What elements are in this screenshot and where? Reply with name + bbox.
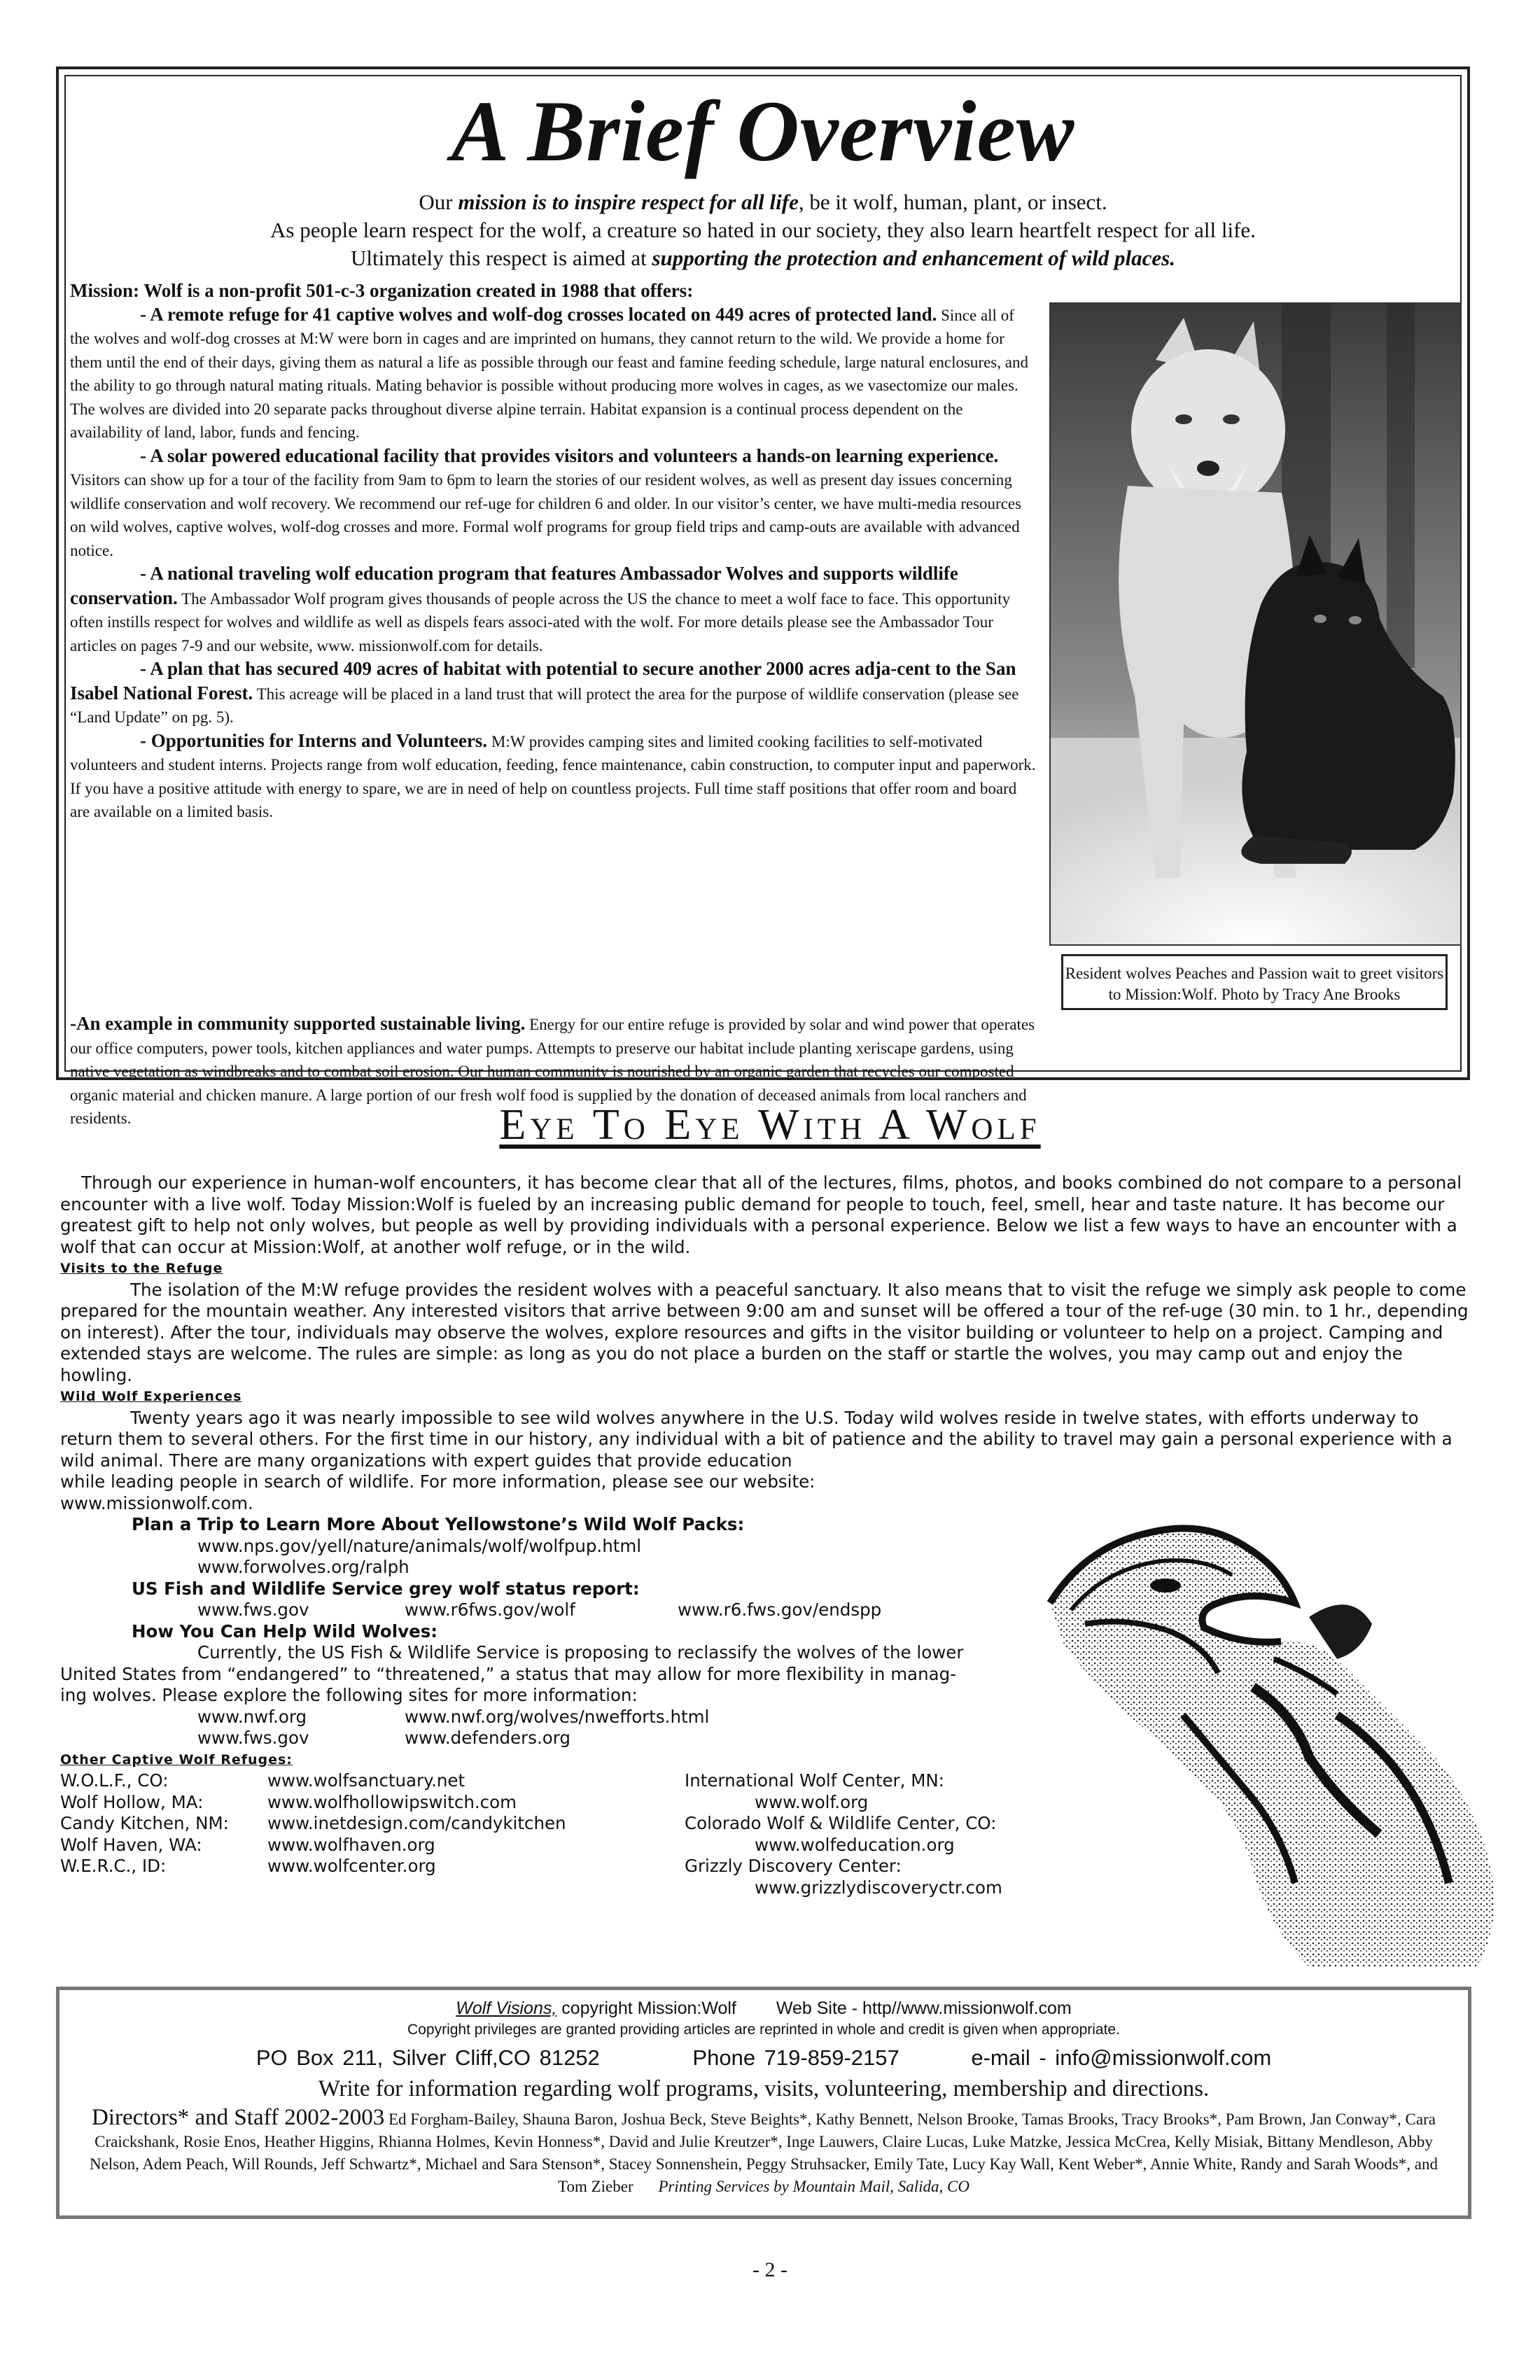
- item3-body: The Ambassador Wolf program gives thousands of people across the US the chance to meet a wolf face to face. This opportunity often instills respect for wolves and wildlife as well as dispels fears associ-ated with the wolf. For more details please see the Ambassador Tour articles on pages 7-9 and our website, www. missionwolf.com for details.: [70, 589, 1011, 654]
- staff-heading: Directors* and Staff 2002-2003: [92, 2105, 385, 2130]
- mission-statement: [66, 188, 1460, 272]
- publication-name: Wolf Visions,: [456, 1998, 557, 2018]
- refuge-name-4: W.E.R.C., ID:: [60, 1856, 167, 1876]
- overview-column: [70, 279, 1036, 824]
- website-text[interactable]: Web Site - http//www.missionwolf.com: [776, 1998, 1072, 2018]
- overview-intro: Mission: Wolf is a non-profit 501-c-3 organization created in 1988 that offers:: [70, 280, 694, 301]
- item1-body: Since all of the wolves and wolf-dog crosses at M:W were born in cages and are imprinted on humans, they cannot return to the wild. We provide a home for them until the end of their days, giving them as natural a life as possible through our feast and famine feeding schedule, large natural enclosures, and the ability to go through natural mating rituals. Mating behavior is possible without producing more wolves in cages, as we vasectomize our males. The wolves are divided into 20 separate packs throughout diverse alpine terrain. Habitat expansion is a continual process dependent on the availability of land, labor, funds and fencing.: [70, 306, 1028, 441]
- item4-body: This acreage will be placed in a land trust that will protect the area for the purpose of wildlife conservation (please see “Land Update” on pg. 5).: [70, 685, 1019, 726]
- item6-body: Energy for our entire refuge is provided by solar and wind power that operates our office computers, power tools, kitchen appliances and water pumps. Attempts to preserve our habitat include planting xeriscape gardens, using native vegetation as windbreaks and to combat soil erosion. Our human community is nourished by an organic garden that recycles our composted organic material and chicken manure. A large portion of our fresh wolf food is supplied by the donation of deceased animals from local ranchers and residents.: [70, 1016, 1035, 1127]
- mission-line3-emphasis: supporting the protection and enhancement of wild places.: [652, 246, 1175, 270]
- refuge-name-0: W.O.L.F., CO:: [60, 1770, 169, 1791]
- eye-intro: Through our experience in human-wolf encounters, it has become clear that all of the lectures, films, photos, and books combined do not compare to a personal encounter with a live wolf. Today Mission:Wolf is fueled by an increasing public demand for people to touch, feel, smell, hear and taste nature. It has become our greatest gift to help not only wolves, but people as well by providing individuals with a personal experience. Below we list a few ways to have an encounter with a wolf that can occur at Mission:Wolf, at another wolf refuge, or in the wild.: [60, 1172, 1462, 1257]
- refuge-row-4: [60, 1856, 718, 1877]
- help-link-2[interactable]: www.nwf.org/wolves/nwefforts.html: [405, 1706, 710, 1727]
- item5-body: M:W provides camping sites and limited cooking facilities to self-motivated volunteers and student interns. Projects range from wolf education, feeding, fence maintenance, cabin construction, to computer input and paperwork. If you have a positive attitude with energy to spare, we are in need of help on countless projects. Full time staff positions that offer room and board are available on a limited basis.: [70, 732, 1036, 820]
- footer-box: [56, 1987, 1471, 2219]
- refuge-name-1: Wolf Hollow, MA:: [60, 1791, 204, 1812]
- help-link-1[interactable]: www.nwf.org: [197, 1706, 307, 1727]
- staff-list: Ed Forgham-Bailey, Shauna Baron, Joshua Beck, Steve Beights*, Kathy Bennett, Nelson Brooke, Tamas Brooks, Tracy Brooks*, Pam Brown, Jan Conway*, Cara Craickshank, Rosie Enos, Heather Higgins, Rhianna Holmes, Kevin Honness*, David and Julie Kreutzer*, Inge Lauwers, Claire Lucas, Luke Matzke, Jessica McCrea, Kelly Misiak, Bittany Mendleson, Abby Nelson, Adem Peach, Will Rounds, Jeff Schwartz*, Michael and Sara Stenson*, Stacey Sonnenshein, Peggy Struhsacker, Emily Tate, Lucy Kay Wall, Kent Weber*, Annie White, Randy and Sarah Woods*, and Tom Zieber: [89, 2110, 1438, 2195]
- footer-line-1: [59, 1998, 1468, 2019]
- item2-body: Visitors can show up for a tour of the facility from 9am to 6pm to learn the stories of our resident wolves, as well as present day issues concerning wildlife conservation and wolf recovery. We recommend our ref-uge for children 6 and older. In our visitor’s center, we have multi-media resources on wild wolves, captive wolves, wolf-dog crosses and more. Formal wolf programs for group field trips and camp-outs are available with advanced notice.: [70, 471, 1022, 559]
- contact-line: [59, 2045, 1468, 2071]
- mission-post: , be it wolf, human, plant, or insect.: [798, 190, 1107, 214]
- eye-section-title: Eye To Eye With A Wolf: [499, 1101, 1041, 1149]
- wolves-photo: [1049, 302, 1462, 946]
- help-link-3[interactable]: www.fws.gov: [197, 1728, 309, 1748]
- refuge-row-1: [60, 1792, 718, 1814]
- refuges-left-column: [60, 1770, 718, 1877]
- email-text[interactable]: e-mail - info@missionwolf.com: [971, 2045, 1272, 2070]
- wild-heading: Wild Wolf Experiences: [60, 1389, 242, 1404]
- refuge-url-3[interactable]: www.wolfhaven.org: [267, 1834, 435, 1855]
- refuge-right-name-0: International Wolf Center, MN:: [685, 1770, 944, 1791]
- yellowstone-link-2[interactable]: www.forwolves.org/ralph: [197, 1557, 410, 1577]
- refuge-url-0[interactable]: www.wolfsanctuary.net: [267, 1770, 465, 1791]
- refuge-right-url-2[interactable]: www.grizzlydiscoveryctr.com: [755, 1877, 1002, 1898]
- refuges-heading: Other Captive Wolf Refuges:: [60, 1751, 293, 1768]
- item6-head: -An example in community supported sustainable living.: [70, 1013, 526, 1034]
- help-body-1: Currently, the US Fish & Wildlife Service is proposing to reclassify the wolves of the lower: [197, 1642, 964, 1662]
- usfws-link-1[interactable]: www.fws.gov: [197, 1600, 309, 1620]
- photo-caption: Resident wolves Peaches and Passion wait to greet visitors to Mission:Wolf. Photo by Tracy Ane Brooks: [1061, 954, 1448, 1010]
- overview-title: A Brief Overview: [451, 83, 1075, 179]
- copyright-text: copyright Mission:Wolf: [556, 1998, 736, 2018]
- refuge-name-3: Wolf Haven, WA:: [60, 1834, 202, 1855]
- wolves-photo-illustration: [1051, 304, 1460, 944]
- usfws-link-3[interactable]: www.r6.fws.gov/endspp: [678, 1600, 882, 1620]
- refuges-right-column: [685, 1770, 1105, 1898]
- refuge-row-2: [60, 1813, 718, 1835]
- refuge-right-url-0[interactable]: www.wolf.org: [755, 1791, 869, 1812]
- printing-credit: Printing Services by Mountain Mail, Salida, CO: [658, 2178, 969, 2195]
- yellowstone-heading: Plan a Trip to Learn More About Yellowstone’s Wild Wolf Packs:: [132, 1514, 745, 1534]
- item2-head: - A solar powered educational facility that provides visitors and volunteers a hands-on learning experience.: [140, 444, 999, 466]
- address-text: PO Box 211, Silver Cliff,CO 81252: [255, 2045, 600, 2070]
- refuge-row-3: [60, 1835, 718, 1856]
- usfws-heading: US Fish and Wildlife Service grey wolf status report:: [132, 1578, 640, 1599]
- wild-body-2: while leading people in search of wildlife. For more information, please see our website:: [60, 1471, 816, 1492]
- page-number: - 2 -: [752, 2258, 788, 2281]
- refuge-url-2[interactable]: www.inetdesign.com/candykitchen: [267, 1813, 566, 1833]
- visits-heading: Visits to the Refuge: [60, 1261, 223, 1276]
- item3-head: - A national traveling wolf education program that features Ambassador Wolves and supports wildlife conservation.: [70, 563, 958, 608]
- phone-text: Phone 719-859-2157: [692, 2045, 899, 2070]
- yellowstone-link-1[interactable]: www.nps.gov/yell/nature/animals/wolf/wolfpup.html: [197, 1535, 642, 1556]
- write-line: Write for information regarding wolf programs, visits, volunteering, membership and directions.: [318, 2076, 1210, 2101]
- help-body-3: ing wolves. Please explore the following sites for more information:: [60, 1685, 638, 1705]
- help-heading: How You Can Help Wild Wolves:: [132, 1620, 438, 1642]
- howling-wolf-illustration: [1043, 1505, 1533, 1974]
- howling-wolf-drawing: [1043, 1505, 1533, 1974]
- refuge-url-4[interactable]: www.wolfcenter.org: [267, 1856, 436, 1876]
- staff-block: [59, 2106, 1468, 2198]
- refuge-right-url-1[interactable]: www.wolfeducation.org: [755, 1834, 955, 1855]
- help-link-4[interactable]: www.defenders.org: [405, 1728, 570, 1748]
- refuge-url-1[interactable]: www.wolfhollowipswitch.com: [267, 1791, 517, 1812]
- wild-body-3[interactable]: www.missionwolf.com.: [60, 1492, 253, 1513]
- item5-head: - Opportunities for Interns and Volunteers.: [140, 729, 488, 751]
- refuge-right-name-1: Colorado Wolf & Wildlife Center, CO:: [685, 1813, 997, 1833]
- mission-line-2: As people learn respect for the wolf, a creature so hated in our society, they also learn heartfelt respect for all life.: [270, 218, 1256, 242]
- mission-pre: Our: [419, 190, 458, 214]
- refuge-right-name-2: Grizzly Discovery Center:: [685, 1856, 902, 1876]
- item1-head: - A remote refuge for 41 captive wolves and wolf-dog crosses located on 449 acres of protected land.: [140, 303, 937, 325]
- item4-head: - A plan that has secured 409 acres of habitat with potential to secure another 2000 acres adja-cent to the San Isabel National Forest.: [70, 658, 1016, 704]
- wild-body-1: Twenty years ago it was nearly impossible to see wild wolves anywhere in the U.S. Today wild wolves reside in twelve states, with efforts underway to return them to several others. For the first time in our history, any individual with a bit of patience and the ability to travel may gain a personal experience with a wild animal. There are many organizations with expert guides that provide education: [60, 1407, 1452, 1471]
- refuge-name-2: Candy Kitchen, NM:: [60, 1813, 229, 1833]
- usfws-link-2[interactable]: www.r6fws.gov/wolf: [405, 1600, 575, 1620]
- copyright-privileges: Copyright privileges are granted providing articles are reprinted in whole and credit is given when appropriate.: [407, 2022, 1120, 2038]
- refuge-row-0: [60, 1770, 718, 1792]
- mission-line3-pre: Ultimately this respect is aimed at: [351, 246, 652, 270]
- help-body-2: United States from “endangered” to “threatened,” a status that may allow for more flexibility in manag-: [60, 1663, 957, 1684]
- visits-body: The isolation of the M:W refuge provides the resident wolves with a peaceful sanctuary. It also means that to visit the refuge we simply ask people to come prepared for the mountain weather. Any interested visitors that arrive between 9:00 am and sunset will be offered a tour of the ref-uge (30 min. to 1 hr., depending on interest). After the tour, individuals may observe the wolves, explore resources and gifts in the visitor building or volunteer to help on a project. Camping and extended stays are welcome. The rules are simple: as long as you do not place a burden on the staff or startle the wolves, you may camp out and enjoy the howling.: [60, 1279, 1469, 1385]
- mission-emphasis: mission is to inspire respect for all life: [458, 190, 799, 214]
